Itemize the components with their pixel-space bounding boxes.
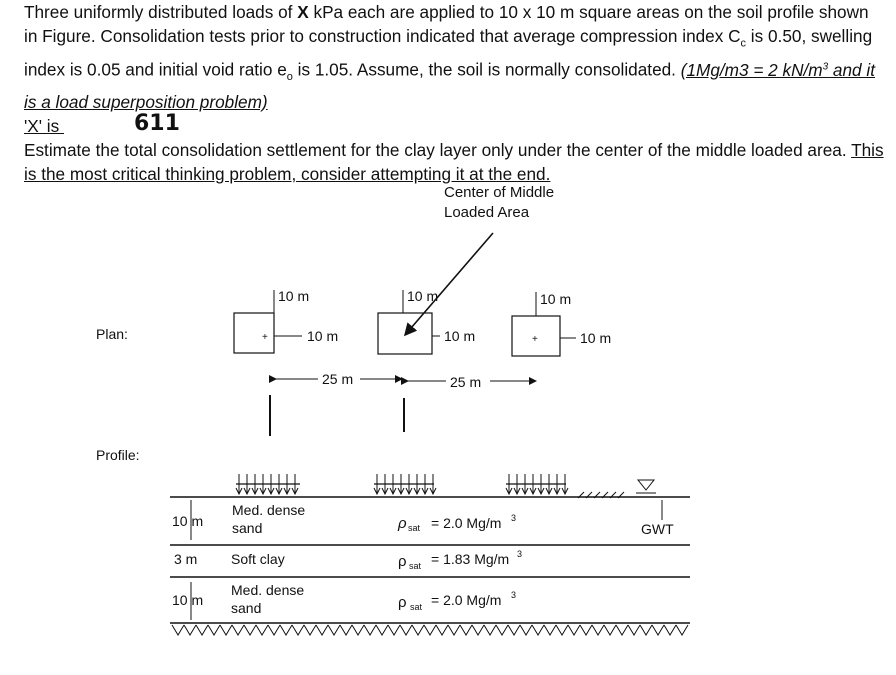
svg-text:sat: sat bbox=[409, 561, 422, 571]
svg-text:10 m: 10 m bbox=[407, 288, 439, 304]
svg-text:10 m: 10 m bbox=[444, 328, 476, 344]
callout-line1: Center of Middle bbox=[444, 184, 555, 201]
svg-text:3: 3 bbox=[511, 513, 517, 523]
handwritten-x-value: 611 bbox=[134, 110, 180, 136]
svg-text:+: + bbox=[532, 334, 538, 345]
svg-text:sand: sand bbox=[231, 600, 262, 616]
load-area-middle bbox=[378, 288, 475, 354]
critical-hint: This is the most critical thinking problem, consider attempting it at the end. bbox=[24, 139, 884, 184]
svg-text:3: 3 bbox=[511, 590, 517, 600]
bedrock-hatch bbox=[172, 625, 688, 635]
profile-label: Profile: bbox=[96, 447, 140, 463]
svg-text:= 2.0 Mg/m: = 2.0 Mg/m bbox=[431, 592, 502, 608]
dim-25m-right: 25 m bbox=[450, 374, 482, 390]
layer-3 bbox=[172, 582, 516, 620]
svg-text:= 1.83 Mg/m: = 1.83 Mg/m bbox=[431, 551, 510, 567]
svg-text:10 m: 10 m bbox=[580, 330, 612, 346]
svg-text:10 m: 10 m bbox=[540, 291, 572, 307]
svg-text:3: 3 bbox=[517, 549, 523, 559]
svg-text:10 m: 10 m bbox=[307, 328, 339, 344]
gwt-symbol bbox=[638, 480, 654, 490]
gwt-label: GWT bbox=[641, 521, 674, 537]
svg-text:10 m: 10 m bbox=[172, 513, 204, 529]
svg-text:sat: sat bbox=[408, 523, 421, 533]
x-value-line: 'X' is 611 bbox=[24, 110, 180, 136]
problem-paragraph: Three uniformly distributed loads of X kPa each are applied to 10 x 10 m square areas on the soil profile shown in Figure. Consolidation tests prior to construction indicated that average compression index $C_c$ is 0.50, swelling index is 0.05 and initial void ratio $e_o$ is 1.05. Assume, the soil is normally consolidated. (1Mg/m3 = 2 $kN/m^3$ and it is a load superposition problem) bbox=[24, 2, 875, 112]
load-variable: X bbox=[297, 2, 309, 22]
load-area-right bbox=[512, 291, 611, 356]
callout-line2: Loaded Area bbox=[444, 204, 530, 221]
svg-text:+: + bbox=[262, 332, 268, 343]
svg-text:ρ: ρ bbox=[398, 553, 407, 570]
svg-text:10 m: 10 m bbox=[172, 592, 204, 608]
svg-text:10 m: 10 m bbox=[278, 288, 310, 304]
layer-2 bbox=[174, 549, 522, 571]
svg-text:= 2.0 Mg/m: = 2.0 Mg/m bbox=[431, 515, 502, 531]
task-paragraph: Estimate the total consolidation settlement for the clay layer only under the center of the middle loaded area. This is the most critical thinking problem, consider attempting it at the end. bbox=[24, 139, 884, 184]
svg-text:sand: sand bbox=[232, 520, 263, 536]
layer-1 bbox=[172, 500, 516, 540]
svg-text:Med. dense: Med. dense bbox=[232, 502, 306, 518]
svg-text:Soft clay: Soft clay bbox=[231, 551, 285, 567]
dim-25m-left: 25 m bbox=[322, 371, 354, 387]
callout-arrow bbox=[405, 233, 493, 335]
load-area-left bbox=[234, 288, 338, 353]
unit-note: (1Mg/m3 = 2 $kN/m^3$ and it is a load superposition problem) bbox=[24, 60, 875, 112]
svg-text:Med. dense: Med. dense bbox=[231, 582, 305, 598]
svg-text:3 m: 3 m bbox=[174, 551, 198, 567]
plan-label: Plan: bbox=[96, 326, 128, 342]
svg-text:sat: sat bbox=[410, 602, 423, 612]
svg-text:ρ: ρ bbox=[398, 594, 407, 611]
svg-text:ρ: ρ bbox=[398, 515, 407, 532]
